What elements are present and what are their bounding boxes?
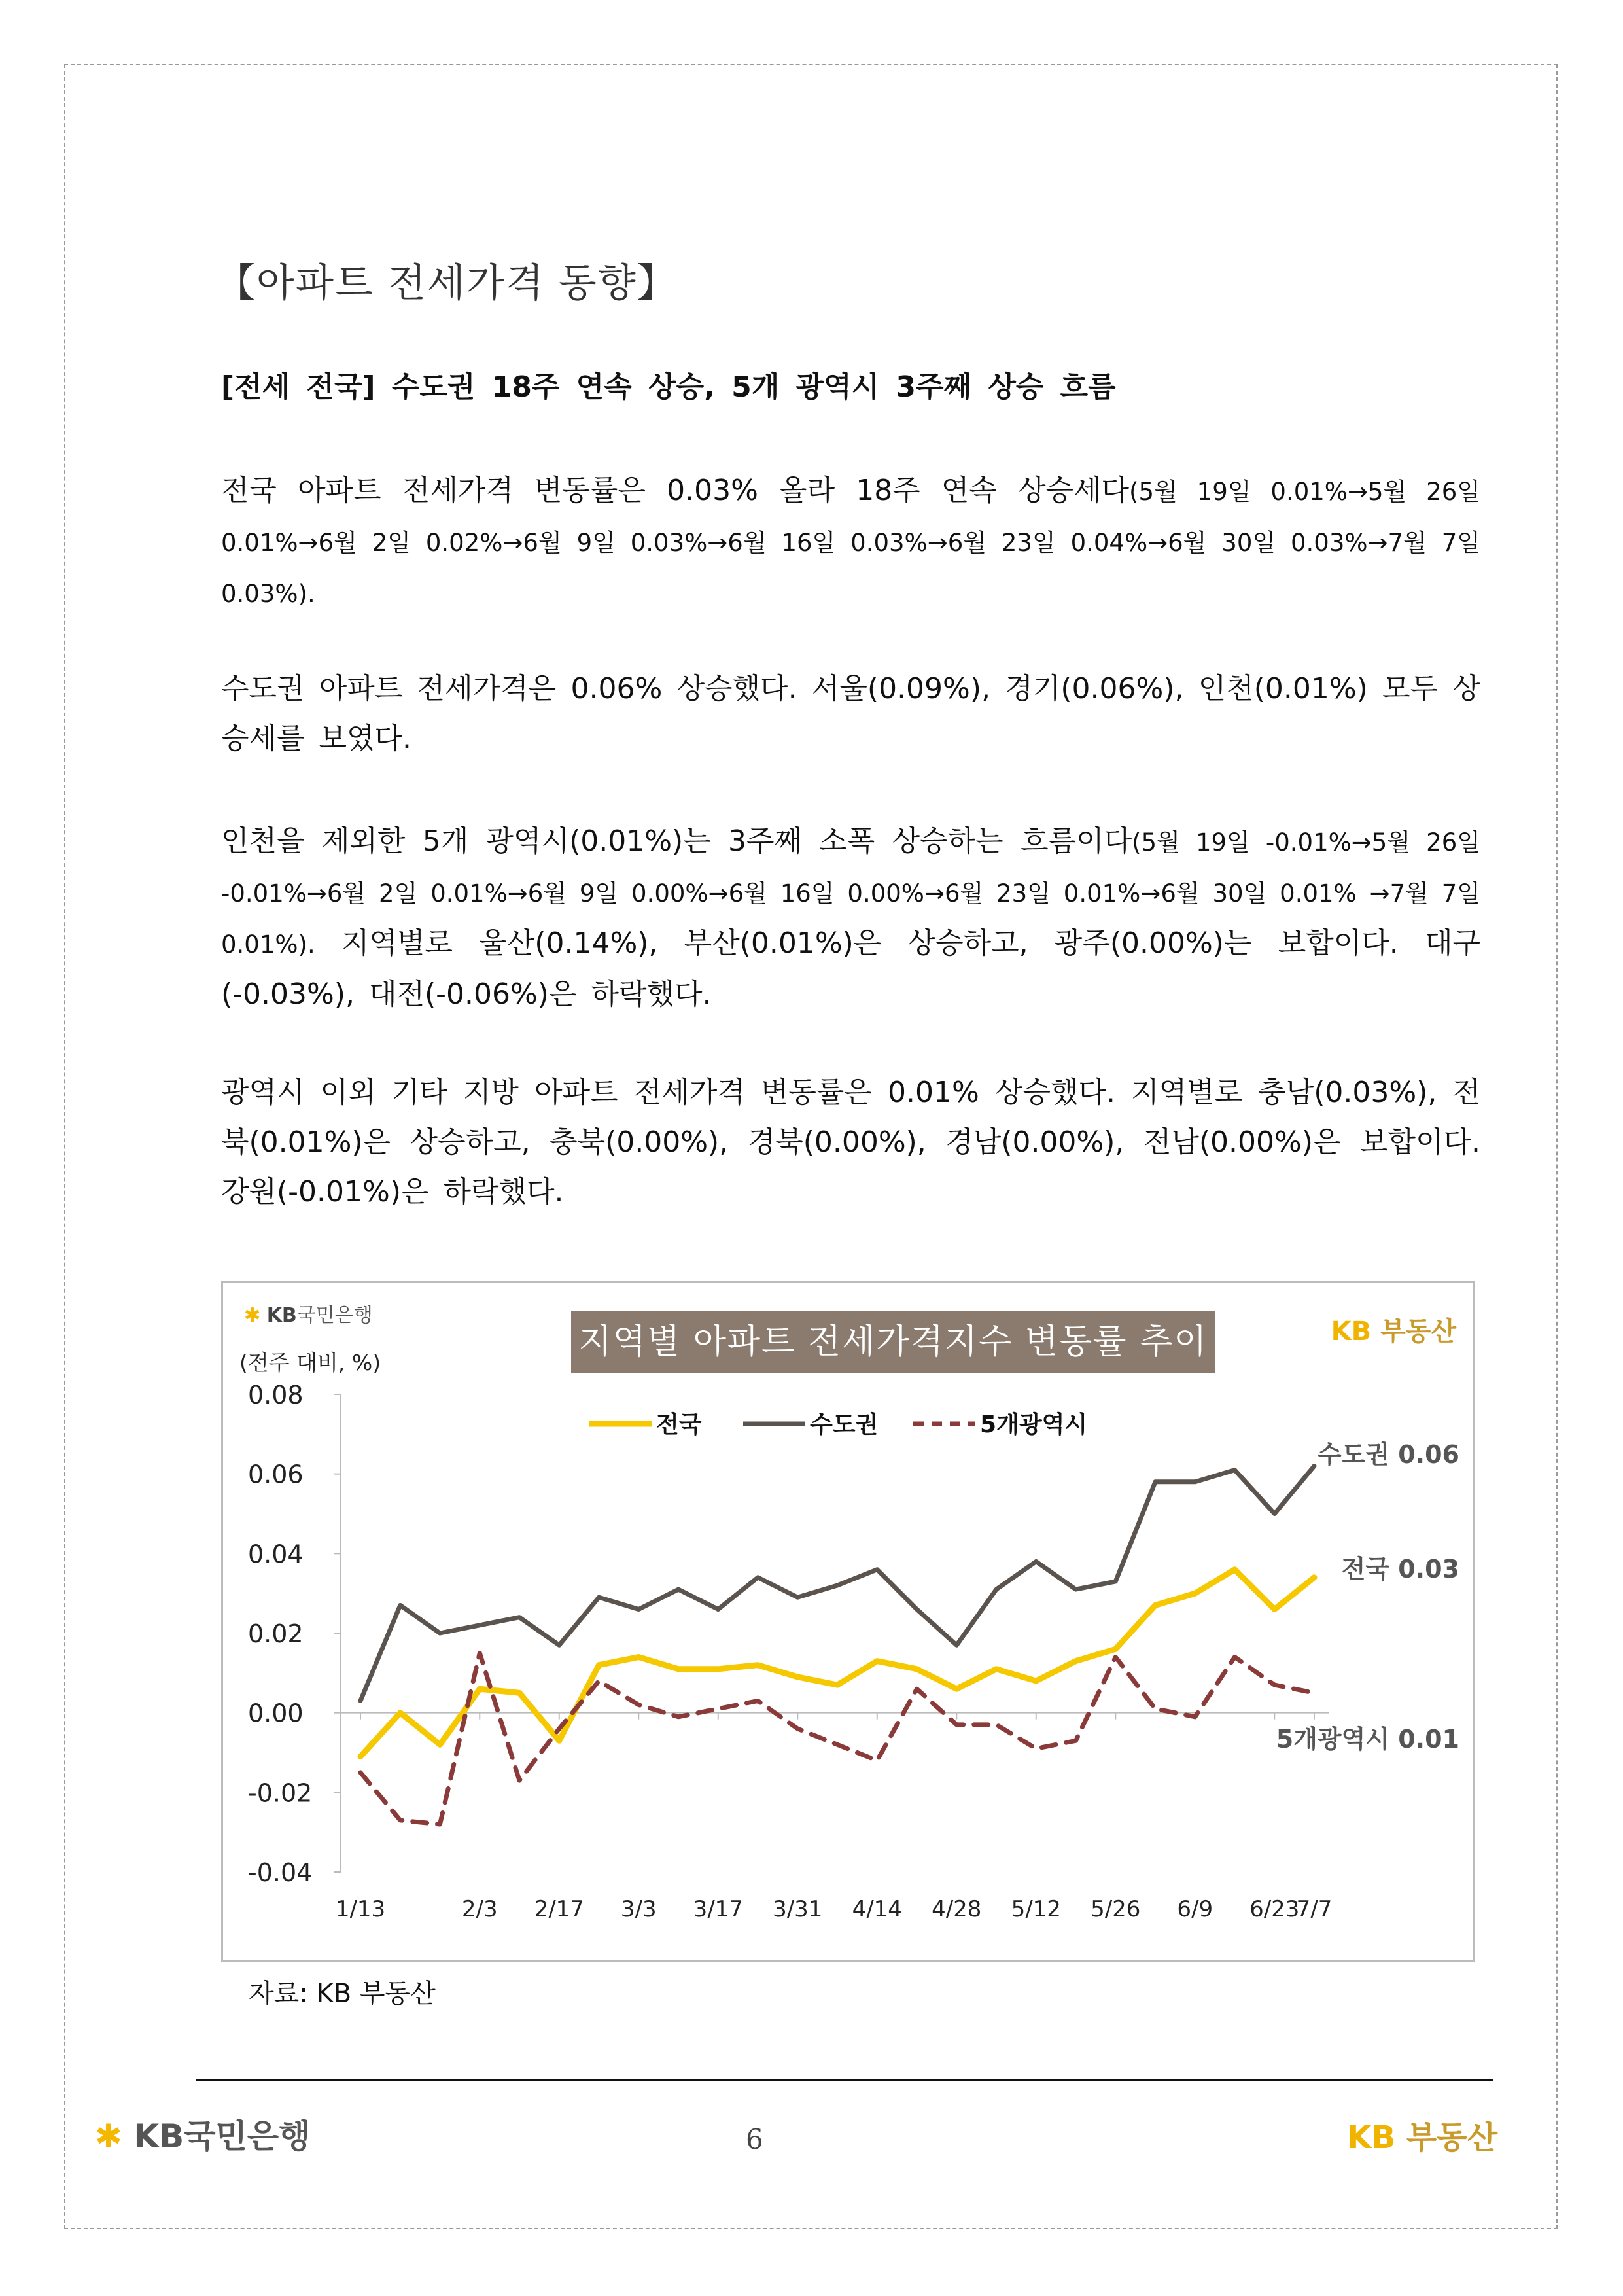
- paragraph-national: [221, 466, 1480, 619]
- paragraph-metro-main: 인천을 제외한 5개 광역시(0.01%)는 3주째 소폭 상승하는 흐름이다: [221, 824, 1132, 858]
- source-note: 자료: KB 부동산: [249, 1979, 436, 2009]
- paragraph-other-regions: 광역시 이외 기타 지방 아파트 전세가격 변동률은 0.01% 상승했다. 지역별로 충남(0.03%), 전북(0.01%)은 상승하고, 충북(0.00%), 경북(0.00%), 경남(0.00%), 전남(0.00%)은 보합이다. 강원(-0.01%)은 하락했다.: [221, 1076, 1480, 1209]
- section-heading: 【아파트 전세가격 동향】: [216, 260, 678, 306]
- x-tick-label: 1/13: [335, 1896, 386, 1922]
- paragraph-national-detail: (5월 19일 0.01%→5월 26일 0.01%→6월 2일 0.02%→6월 9일 0.03%→6월 16일 0.03%→6월 23일 0.04%→6월 30일 0.03%→7월 7일 0.03%).: [221, 478, 1480, 608]
- chart-title: 지역별 아파트 전세가격지수 변동률 추이: [571, 1311, 1215, 1373]
- footer-bank-kb: KB: [133, 2117, 184, 2155]
- footer-realestate-name: 부동산: [1406, 2119, 1497, 2156]
- chart-container: [221, 1281, 1475, 1962]
- paragraph-national-main: 전국 아파트 전세가격 변동률은 0.03% 올라 18주 연속 상승세다: [221, 474, 1130, 507]
- x-tick-label: 3/17: [693, 1896, 743, 1922]
- y-tick-label: -0.02: [248, 1778, 313, 1808]
- kb-star-icon: ✱: [244, 1304, 261, 1327]
- paragraph-capital: 수도권 아파트 전세가격은 0.06% 상승했다. 서울(0.09%), 경기(0.06%), 인천(0.01%) 모두 상승세를 보였다.: [221, 672, 1480, 755]
- chart-realestate-logo: [1331, 1311, 1456, 1348]
- x-tick-label: 4/14: [852, 1896, 902, 1922]
- y-tick-label: 0.00: [248, 1699, 304, 1728]
- footer-realestate-logo: [1347, 2112, 1497, 2157]
- subheading: [전세 전국] 수도권 18주 연속 상승, 5개 광역시 3주째 상승 흐름: [221, 370, 1116, 404]
- footer-bank-name: 국민은행: [184, 2117, 311, 2155]
- end-label-metro: 5개광역시 0.01: [1276, 1725, 1459, 1754]
- y-tick-label: 0.06: [248, 1460, 304, 1489]
- legend-label-2: 5개광역시: [980, 1411, 1088, 1438]
- x-tick-label: 6/9: [1177, 1896, 1213, 1922]
- footer-realestate-kb: KB: [1347, 2119, 1396, 2156]
- footer-divider: [196, 2079, 1493, 2081]
- x-tick-label: 3/3: [620, 1896, 657, 1922]
- page-number: 6: [746, 2123, 763, 2155]
- x-tick-label: 2/17: [534, 1896, 584, 1922]
- footer-bank-logo: [95, 2110, 310, 2157]
- end-label-national: 전국 0.03: [1341, 1555, 1459, 1583]
- paragraph-metro-detail: (5월 19일 -0.01%→5월 26일 -0.01%→6월 2일 0.01%→6월 9일 0.00%→6월 16일 0.00%→6월 23일 0.01%→6월 30일 0.01% →7월 7일 0.01%).: [221, 828, 1481, 959]
- x-tick-label: 2/3: [461, 1896, 498, 1922]
- chart-bank-logo-kb: KB: [266, 1304, 297, 1327]
- end-label-capital: 수도권 0.06: [1317, 1440, 1459, 1469]
- chart-bank-logo-name: 국민은행: [296, 1304, 373, 1327]
- legend-label-1: 수도권: [810, 1411, 879, 1438]
- x-tick-label: 5/26: [1091, 1896, 1141, 1922]
- paragraph-metro-tail: 지역별로 울산(0.14%), 부산(0.01%)은 상승하고, 광주(0.00%)는 보합이다. 대구(-0.03%), 대전(-0.06%)은 하락했다.: [221, 927, 1480, 1011]
- y-tick-label: 0.02: [248, 1619, 304, 1648]
- chart-realestate-kb: KB: [1331, 1316, 1372, 1347]
- chart-realestate-name: 부동산: [1380, 1316, 1456, 1347]
- x-tick-label: 7/7: [1296, 1896, 1333, 1922]
- x-tick-label: 3/31: [773, 1896, 823, 1922]
- series-line-1: [360, 1466, 1314, 1701]
- x-tick-label: 6/23: [1249, 1896, 1300, 1922]
- x-tick-label: 4/28: [932, 1896, 982, 1922]
- chart-unit-label: (전주 대비, %): [239, 1350, 381, 1375]
- y-tick-label: 0.08: [248, 1381, 304, 1409]
- paragraph-metro: [221, 817, 1480, 1019]
- x-tick-label: 5/12: [1011, 1896, 1061, 1922]
- y-tick-label: -0.04: [248, 1858, 313, 1887]
- y-tick-label: 0.04: [248, 1540, 304, 1569]
- chart-bank-logo: [244, 1299, 373, 1328]
- chart-svg: [223, 1283, 1473, 1960]
- series-line-2: [360, 1653, 1314, 1824]
- footer-kb-star-icon: ✱: [95, 2117, 122, 2155]
- legend-label-0: 전국: [656, 1411, 702, 1438]
